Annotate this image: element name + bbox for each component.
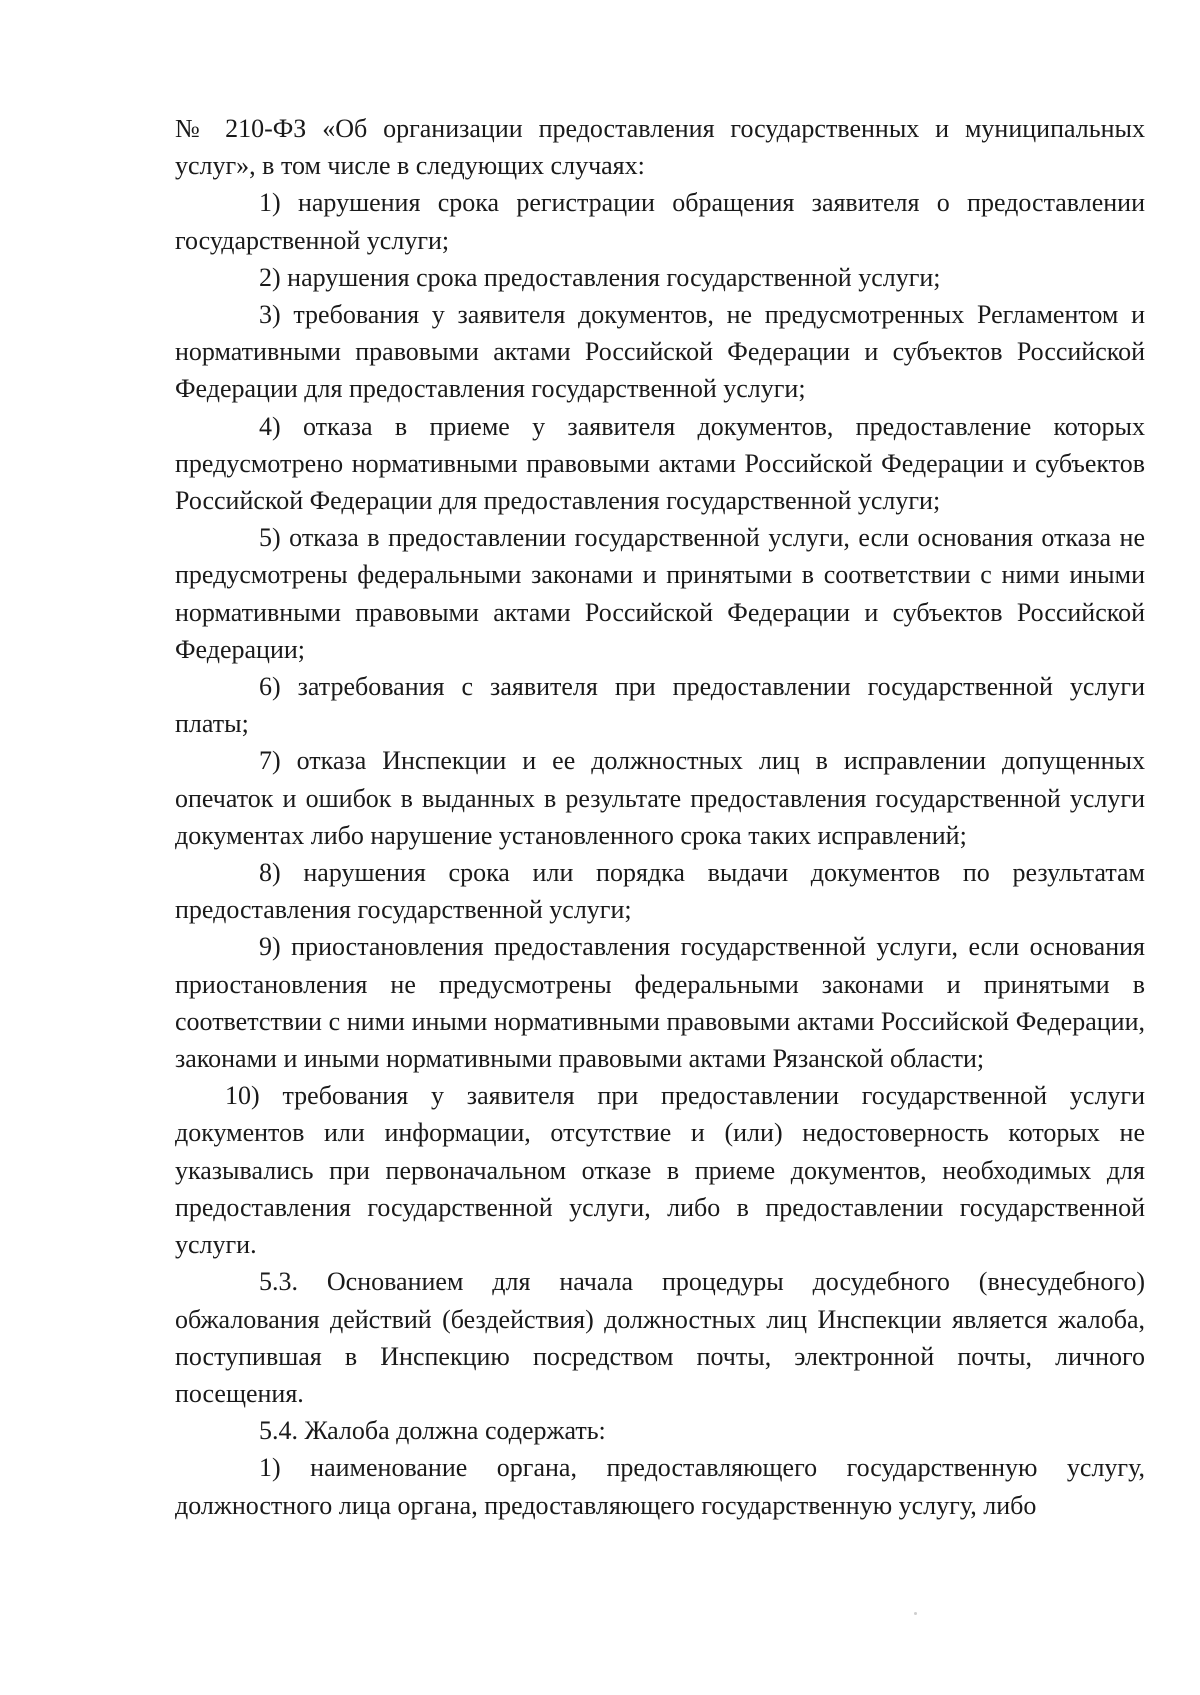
list-item-6: 6) затребования с заявителя при предоставлении государственной услуги платы; — [175, 672, 1145, 739]
section-5-4: 5.4. Жалоба должна содержать: — [259, 1416, 606, 1446]
document-body — [175, 110, 1145, 1524]
list-item-3: 3) требования у заявителя документов, не предусмотренных Регламентом и нормативными правовыми актами Российской Федерации и субъектов Российской Федерации для предоставления государственной услуги; — [175, 300, 1145, 404]
list-item-7: 7) отказа Инспекции и ее должностных лиц в исправлении допущенных опечаток и ошибок в выданных в результате предоставления государственной услуги документах либо нарушение установленного срока таких исправлений; — [175, 746, 1145, 850]
section-5-3: 5.3. Основанием для начала процедуры досудебного (внесудебного) обжалования действий (бездействия) должностных лиц Инспекции является жалоба, поступившая в Инспекцию посредством почты, электронной почты, личного посещения. — [175, 1267, 1145, 1408]
list-item-4: 4) отказа в приеме у заявителя документов, предоставление которых предусмотрено нормативными правовыми актами Российской Федерации и субъектов Российской Федерации для предоставления государственной услуги; — [175, 411, 1145, 516]
list-item-5: 5) отказа в предоставлении государственной услуги, если основания отказа не предусмотрены федеральными законами и принятыми в соответствии с ними иными нормативными правовыми актами Российской Федерации и субъектов Российской Федерации; — [175, 523, 1145, 664]
list-item-2: 2) нарушения срока предоставления государственной услуги; — [259, 262, 941, 292]
section-5-4-item-1: 1) наименование органа, предоставляющего государственную услугу, должностного лица органа, предоставляющего государственную услугу, либо — [175, 1453, 1145, 1520]
list-item-9: 9) приостановления предоставления государственной услуги, если основания приостановления не предусмотрены федеральными законами и принятыми в соответствии с ними иными нормативными правовыми актами Российской Федерации, законами и иными нормативными правовыми актами Рязанской области; — [175, 932, 1145, 1074]
scan-speck — [914, 1612, 917, 1615]
list-item-1: 1) нарушения срока регистрации обращения заявителя о предоставлении государственной услуги; — [175, 188, 1145, 255]
list-item-10: 10) требования у заявителя при предоставлении государственной услуги документов или информации, отсутствие и (или) недостоверность которых не указывались при первоначальном отказе в приеме документов, необходимых для предоставления государственной услуги, либо в предоставлении государственной услуги. — [175, 1081, 1145, 1260]
paragraph-law-reference: № 210-ФЗ «Об организации предоставления государственных и муниципальных услуг», в том числе в следующих случаях: — [175, 114, 1145, 181]
list-item-8: 8) нарушения срока или порядка выдачи документов по результатам предоставления государственной услуги; — [175, 858, 1145, 925]
